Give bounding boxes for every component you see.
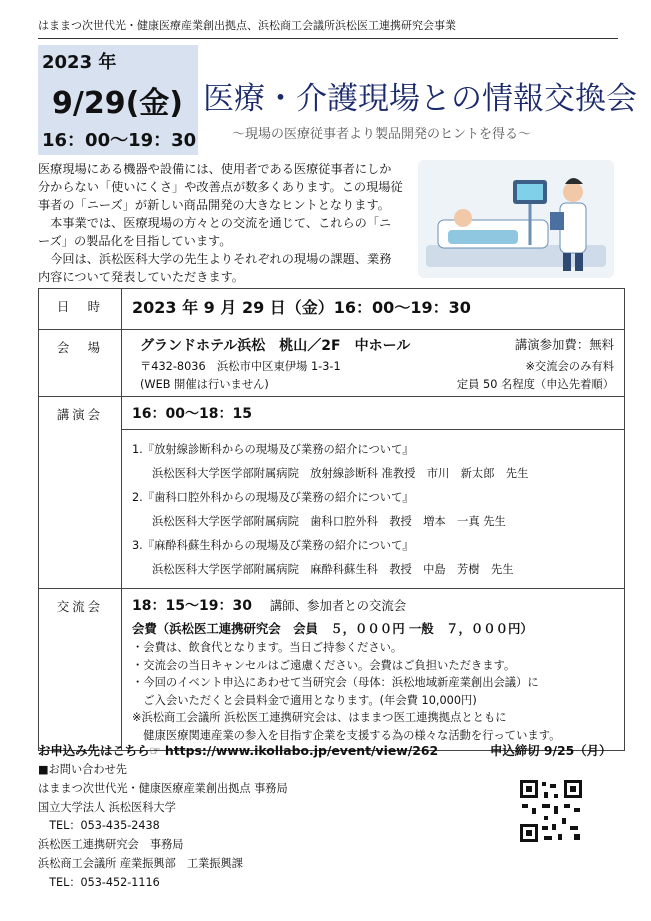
contact-line: 国立大学法人 浜松医科大学	[38, 800, 176, 814]
lecture-speaker: 浜松医科大学医学部附属病院 歯科口腔外科 教授 増本 一真 先生	[152, 515, 506, 528]
event-time: 16：00～19：30	[42, 130, 197, 151]
intro-paragraph: 本事業では、医療現場の方々との交流を通じて、これらの「ニーズ」の製品化を目指しています。	[38, 216, 392, 248]
label-date: 日 時	[39, 289, 122, 330]
contact-line: はままつ次世代光・健康医療産業創出拠点 事務局	[38, 781, 288, 795]
exchange-description: 講師、参加者との交流会	[269, 598, 407, 613]
capacity: 定員 50 名程度（申込先着順）	[456, 378, 614, 391]
fee-note: ※交流会のみ有料	[525, 360, 614, 373]
event-year: 2023 年	[42, 52, 117, 73]
note-line: 健康医療関連産業の参入を目指す企業を支援する為の様々な活動を行っています。	[132, 728, 561, 742]
web-note: (WEB 開催は行いません)	[140, 378, 269, 391]
lecture-title: 3.『麻酔科蘇生科からの現場及び業務の紹介について』	[132, 539, 414, 552]
divider	[38, 38, 618, 39]
event-details-table	[38, 288, 625, 751]
intro-paragraph: 今回は、浜松医科大学の先生よりそれぞれの現場の課題、業務内容について発表していただきます。	[38, 252, 392, 284]
qr-code[interactable]	[518, 778, 584, 844]
lecture-time: 16：00～18：15	[132, 406, 252, 422]
row-date	[39, 289, 625, 330]
contact-info	[38, 761, 288, 893]
label-exchange: 交流会	[39, 589, 122, 751]
medical-illustration	[418, 160, 614, 278]
row-venue	[39, 330, 625, 397]
exchange-notes	[132, 639, 614, 744]
contact-line: ■お問い合わせ先	[38, 763, 127, 776]
row-exchange	[39, 589, 625, 751]
intro-paragraph: 医療現場にある機器や設備には、使用者である医療従事者にしか分からない「使いにくさ」や改善点が数多くあります。この現場従事者の「ニーズ」が新しい商品開発の大きなヒントとなります。	[38, 162, 403, 212]
contact-line: TEL：053-435-2438	[38, 819, 160, 833]
page-subtitle: ～現場の医療従事者より製品開発のヒントを得る～	[232, 127, 532, 142]
venue-address: 〒432-8036 浜松市中区東伊場 1-3-1	[140, 360, 341, 373]
note-line: ・交流会の当日キャンセルはご遠慮ください。会費はご負担いただきます。	[132, 658, 516, 672]
lecture-speaker: 浜松医科大学医学部附属病院 放射線診断科 准教授 市川 新太郎 先生	[152, 467, 529, 480]
application-deadline: 申込締切 9/25（月）	[490, 743, 612, 758]
exchange-fee: 会費（浜松医工連携研究会 会員 ５，０００円 一般 ７，０００円）	[132, 621, 533, 636]
event-date: 9/29(金)	[52, 86, 184, 121]
contact-line: TEL：053-452-1116	[38, 875, 160, 889]
row-lecture	[39, 397, 625, 589]
intro-text	[38, 160, 403, 286]
label-venue: 会 場	[39, 330, 122, 397]
contact-line: 浜松商工会議所 産業振興部 工業振興課	[38, 856, 243, 870]
note-line: ※浜松商工会議所 浜松医工連携研究会は、はままつ医工連携拠点とともに	[132, 711, 507, 724]
application-link[interactable]: お申込み先はこちら☞ https://www.ikollabo.jp/event/view/262	[38, 743, 439, 758]
fee-free: 講演参加費：無料	[514, 337, 614, 352]
date-value: 2023 年 9 月 29 日（金）16：00～19：30	[132, 298, 471, 317]
page-title: 医療・介護現場との情報交換会	[203, 81, 637, 117]
lecture-title: 2.『歯科口腔外科からの現場及び業務の紹介について』	[132, 491, 414, 504]
contact-line: 浜松医工連携研究会 事務局	[38, 838, 184, 852]
note-line: ・会費は、飲食代となります。当日ご持参ください。	[132, 641, 403, 654]
note-line: ・今回のイベント申込にあわせて当研究会（母体：浜松地域新産業創出会議）に	[132, 676, 539, 689]
venue-name: グランドホテル浜松 桃山／2F 中ホール	[140, 338, 411, 354]
lecture-speaker: 浜松医科大学医学部附属病院 麻酔科蘇生科 教授 中島 芳樹 先生	[152, 563, 514, 576]
lecture-list	[132, 438, 614, 582]
note-line: ご入会いただくと会員料金で適用となります。(年会費 10,000円)	[132, 693, 477, 707]
label-lecture: 講演会	[39, 397, 122, 589]
lecture-title: 1.『放射線診断科からの現場及び業務の紹介について』	[132, 443, 414, 456]
exchange-time: 18：15～19：30	[132, 598, 252, 614]
organizers-line: はままつ次世代光・健康医療産業創出拠点、浜松商工会議所浜松医工連携研究会事業	[38, 19, 456, 32]
